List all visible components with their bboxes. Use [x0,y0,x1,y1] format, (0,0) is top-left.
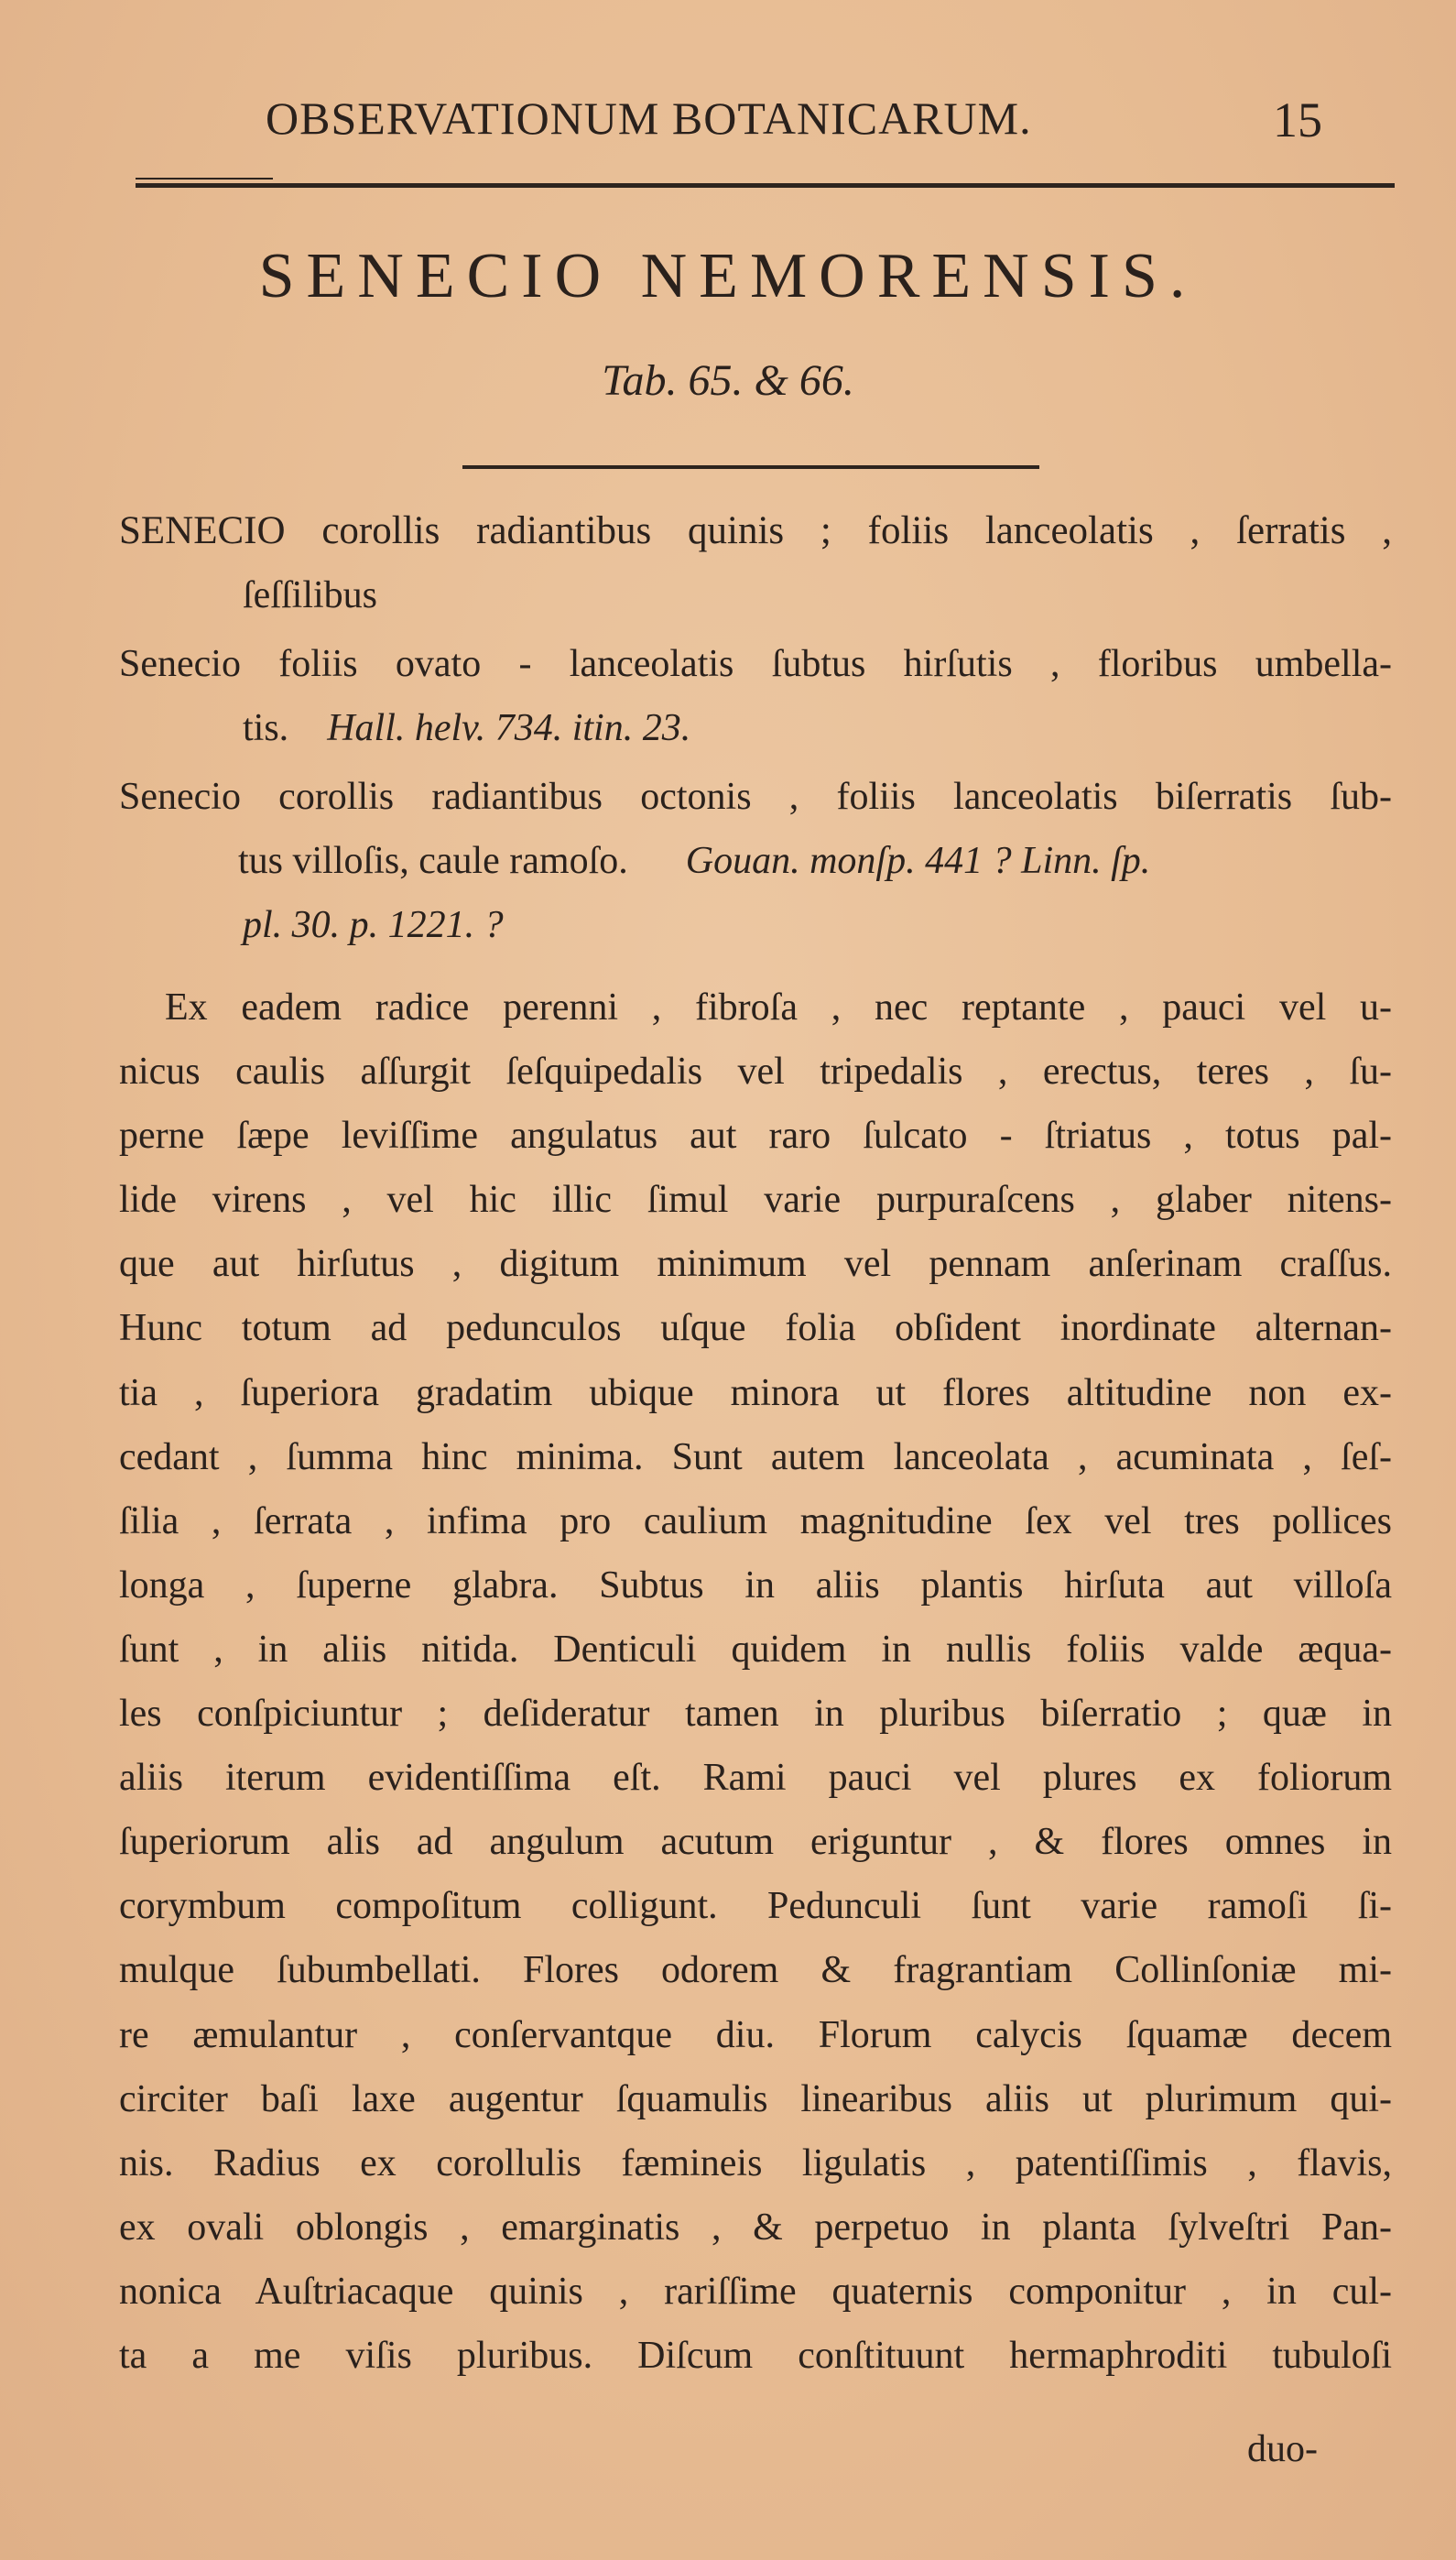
body-line: Ex eadem radice perenni , fibroſa , nec reptante , pauci vel u- [165,986,1392,1029]
body-line: nonica Auſtriacaque quinis , rariſſime quaternis componitur , in cul- [119,2270,1392,2313]
body-line: mulque ſubumbellati. Flores odorem & fragrantiam Collinſoniæ mi- [119,1949,1392,1992]
body-line: Hunc totum ad pedunculos uſque folia obſident inordinate alternan- [119,1307,1392,1350]
body-line: corymbum compoſitum colligunt. Pedunculi ſunt varie ramoſi ſi- [119,1885,1392,1928]
synonym-1 [119,499,1392,627]
body-line: ta a me viſis pluribus. Diſcum conſtituunt hermaphroditi tubuloſi [119,2334,1392,2377]
body-line: les conſpiciuntur ; deſideratur tamen in pluribus biſerratio ; quæ in [119,1693,1392,1736]
body-line: lide virens , vel hic illic ſimul varie purpuraſcens , glaber nitens- [119,1179,1392,1222]
synonym-2 [119,632,1392,760]
synonym-1-line-2: ſeſſilibus [243,574,377,616]
synonym-3-line-3: pl. 30. p. 1221. ? [243,904,504,946]
body-line: que aut hirſutus , digitum minimum vel pennam anſerinam craſſus. [119,1243,1392,1286]
synonym-3-line-1: Senecio corollis radiantibus octonis , foliis lanceolatis biſerratis ſub- [119,776,1392,818]
synonym-2-citation: Hall. helv. 734. itin. 23. [327,707,691,749]
synonym-1-line-1: SENECIO corollis radiantibus quinis ; foliis lanceolatis , ſerratis , [119,509,1392,552]
body-line: perne ſæpe leviſſime angulatus aut raro ſulcato - ſtriatus , totus pal- [119,1115,1392,1158]
body-line: ex ovali oblongis , emarginatis , & perpetuo in planta ſylveſtri Pan- [119,2206,1392,2249]
body-line: nicus caulis aſſurgit ſeſquipedalis vel tripedalis , erectus, teres , ſu- [119,1051,1392,1094]
body-line: ſuperiorum alis ad angulum acutum eriguntur , & flores omnes in [119,1821,1392,1864]
synonym-2-line-2 [119,696,1392,760]
page-number: 15 [1273,93,1322,147]
header-rule-accent [136,178,273,180]
synonym-3 [119,765,1392,957]
running-title: OBSERVATIONUM BOTANICARUM. [266,93,1032,144]
body-line: cedant , ſumma hinc minima. Sunt autem lanceolata , acuminata , ſeſ- [119,1435,1392,1478]
body-line: tia , ſuperiora gradatim ubique minora ut flores altitudine non ex- [119,1371,1392,1414]
header-rule [136,183,1395,188]
body-line: longa , ſuperne glabra. Subtus in aliis plantis hirſuta aut villoſa [119,1563,1392,1607]
description-paragraph [119,975,1392,2388]
plate-reference: Tab. 65. & 66. [602,356,854,405]
body-line: ſilia , ſerrata , infima pro caulium magnitudine ſex vel tres pollices [119,1499,1392,1542]
synonym-2-line-1: Senecio foliis ovato - lanceolatis ſubtus hirſutis , floribus umbella- [119,643,1392,685]
synonym-2-text: tis. [243,707,289,749]
synonym-3-text: tus villoſis, caule ramoſo. [238,840,628,882]
body-line: re æmulantur , conſervantque diu. Florum calycis ſquamæ decem [119,2013,1392,2056]
species-title: SENECIO NEMORENSIS. [258,241,1198,311]
synonym-3-line-2 [119,829,1392,893]
title-rule [462,465,1039,469]
catchword: duo- [1247,2428,1318,2470]
body-line: nis. Radius ex corollulis fæmineis ligulatis , patentiſſimis , flavis, [119,2141,1392,2184]
body-line: aliis iterum evidentiſſima eſt. Rami pauci vel plures ex foliorum [119,1757,1392,1800]
synonym-3-citation: Gouan. monſp. 441 ? Linn. ſp. [685,840,1151,882]
body-line: ſunt , in aliis nitida. Denticuli quidem in nullis foliis valde æqua- [119,1628,1392,1671]
body-line: circiter baſi laxe augentur ſquamulis linearibus aliis ut plurimum qui- [119,2077,1392,2120]
